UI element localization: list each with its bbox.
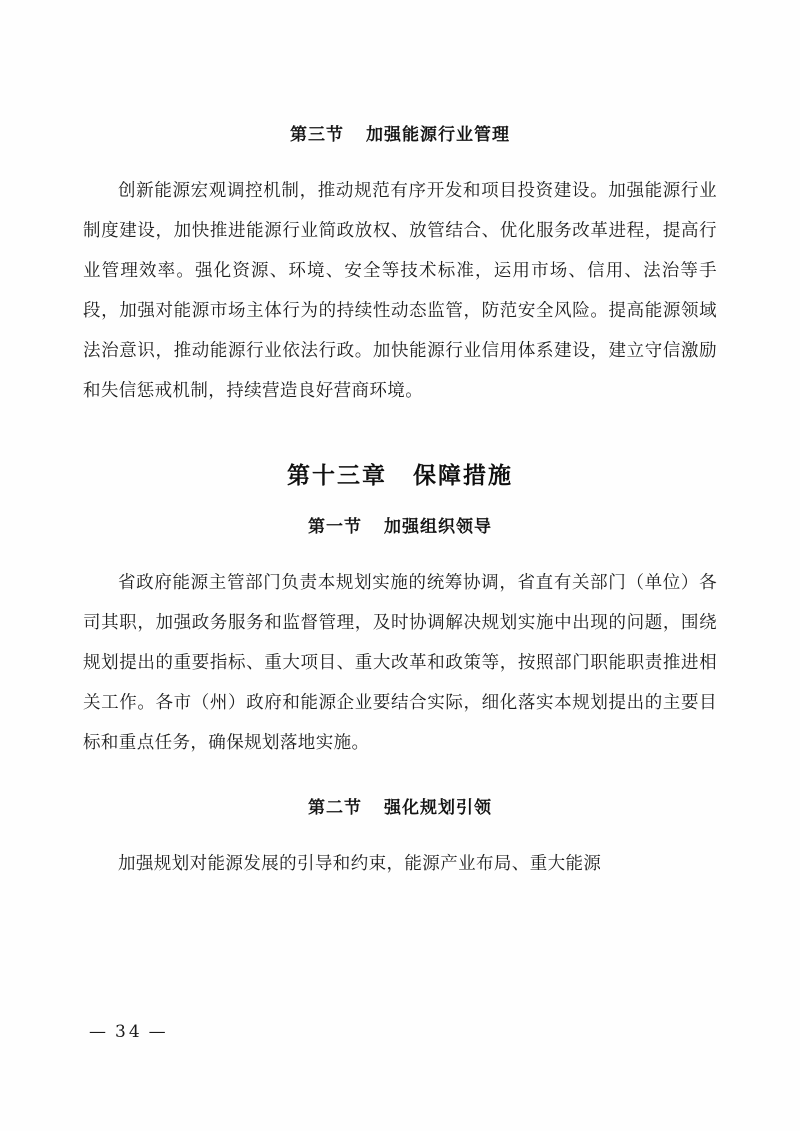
paragraph-planning-guidance: 加强规划对能源发展的引导和约束，能源产业布局、重大能源	[118, 854, 602, 874]
section-heading-3-prefix: 第三节	[290, 125, 344, 145]
chapter-heading-13	[83, 457, 717, 490]
document-body	[83, 120, 717, 884]
section-heading-3	[83, 120, 717, 145]
section-heading-2-prefix: 第二节	[308, 798, 362, 818]
spacer	[83, 763, 717, 793]
section-heading-1	[83, 512, 717, 537]
section-heading-1-title: 加强组织领导	[384, 517, 492, 537]
page-number	[0, 1022, 283, 1042]
chapter-heading-13-prefix: 第十三章	[287, 463, 387, 489]
section-heading-2	[83, 793, 717, 818]
paragraph-energy-industry-management: 创新能源宏观调控机制，推动规范有序开发和项目投资建设。加强能源行业制度建设，加快推进能源行业简政放权、放管结合、优化服务改革进程，提高行业管理效率。强化资源、环境、安全等技术标准，运用市场、信用、法治等手段，加强对能源市场主体行为的持续性动态监管，防范安全风险。提高能源领域法治意识，推动能源行业依法行政。加快能源行业信用体系建设，建立守信激励和失信惩戒机制，持续营造良好营商环境。	[83, 181, 717, 401]
chapter-heading-13-title: 保障措施	[413, 463, 513, 489]
section-heading-1-prefix: 第一节	[308, 517, 362, 537]
page-number-right-dash: —	[148, 1022, 169, 1042]
page-number-left-dash: —	[89, 1022, 109, 1042]
section-heading-3-title: 加强能源行业管理	[366, 125, 510, 145]
spacer	[83, 411, 717, 457]
section-heading-2-title: 强化规划引领	[384, 798, 492, 818]
paragraph-organizational-leadership: 省政府能源主管部门负责本规划实施的统筹协调，省直有关部门（单位）各司其职，加强政务服务和监督管理，及时协调解决规划实施中出现的问题，围绕规划提出的重要指标、重大项目、重大改革和政策等，按照部门职能职责推进相关工作。各市（州）政府和能源企业要结合实际，细化落实本规划提出的主要目标和重点任务，确保规划落地实施。	[83, 573, 717, 753]
page-number-value: 34	[115, 1022, 143, 1042]
